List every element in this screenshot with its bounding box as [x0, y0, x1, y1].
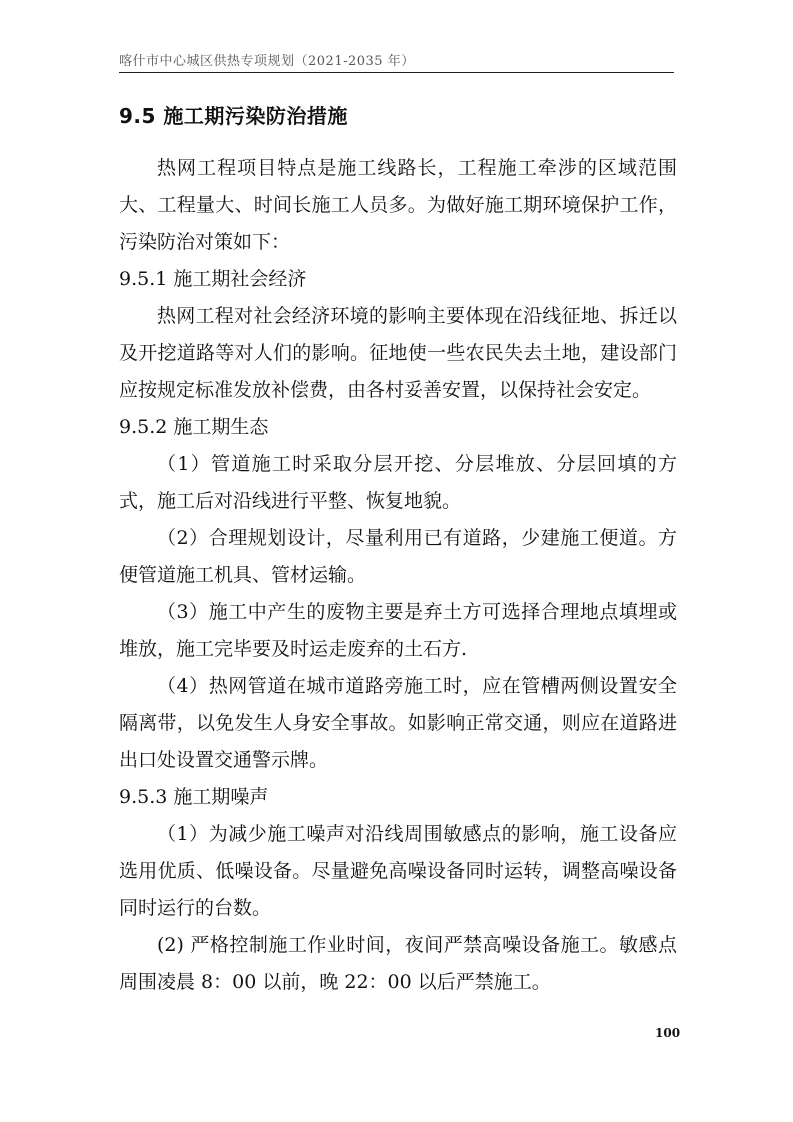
- page-number: 100: [655, 1026, 681, 1040]
- list-paragraph: （1）管道施工时采取分层开挖、分层堆放、分层回填的方式，施工后对沿线进行平整、恢复地貌。: [119, 453, 677, 512]
- subsection-heading: 9.5.3 施工期噪声: [119, 786, 269, 808]
- subsection-heading: 9.5.1 施工期社会经济: [119, 268, 307, 290]
- body-paragraph: 热网工程对社会经济环境的影响主要体现在沿线征地、拆迁以及开挖道路等对人们的影响。征地使一些农民失去土地，建设部门应按规定标准发放补偿费，由各村妥善安置，以保持社会安定。: [119, 305, 677, 401]
- list-paragraph: （1）为减少施工噪声对沿线周围敏感点的影响，施工设备应选用优质、低噪设备。尽量避免高噪设备同时运转，调整高噪设备同时运行的台数。: [119, 823, 677, 919]
- list-paragraph: (2) 严格控制施工作业时间，夜间严禁高噪设备施工。敏感点周围凌晨 8：00 以前，晚 22：00 以后严禁施工。: [119, 934, 677, 993]
- running-header: 喀什市中心城区供热专项规划（2021-2035 年）: [119, 54, 415, 69]
- list-paragraph: （3）施工中产生的废物主要是弃土方可选择合理地点填埋或堆放，施工完毕要及时运走废弃的土石方.: [119, 601, 677, 660]
- section-title: 9.5 施工期污染防治措施: [119, 104, 348, 128]
- intro-paragraph: 热网工程项目特点是施工线路长，工程施工牵涉的区域范围大、工程量大、时间长施工人员多。为做好施工期环境保护工作，污染防治对策如下：: [119, 157, 677, 253]
- subsection-heading: 9.5.2 施工期生态: [119, 416, 269, 438]
- body-content: [119, 150, 677, 1001]
- list-paragraph: （2）合理规划设计，尽量利用已有道路，少建施工便道。方便管道施工机具、管材运输。: [119, 527, 677, 586]
- list-paragraph: （4）热网管道在城市道路旁施工时，应在管槽两侧设置安全隔离带，以免发生人身安全事故。如影响正常交通，则应在道路进出口处设置交通警示牌。: [119, 675, 677, 771]
- header-rule: [119, 72, 674, 73]
